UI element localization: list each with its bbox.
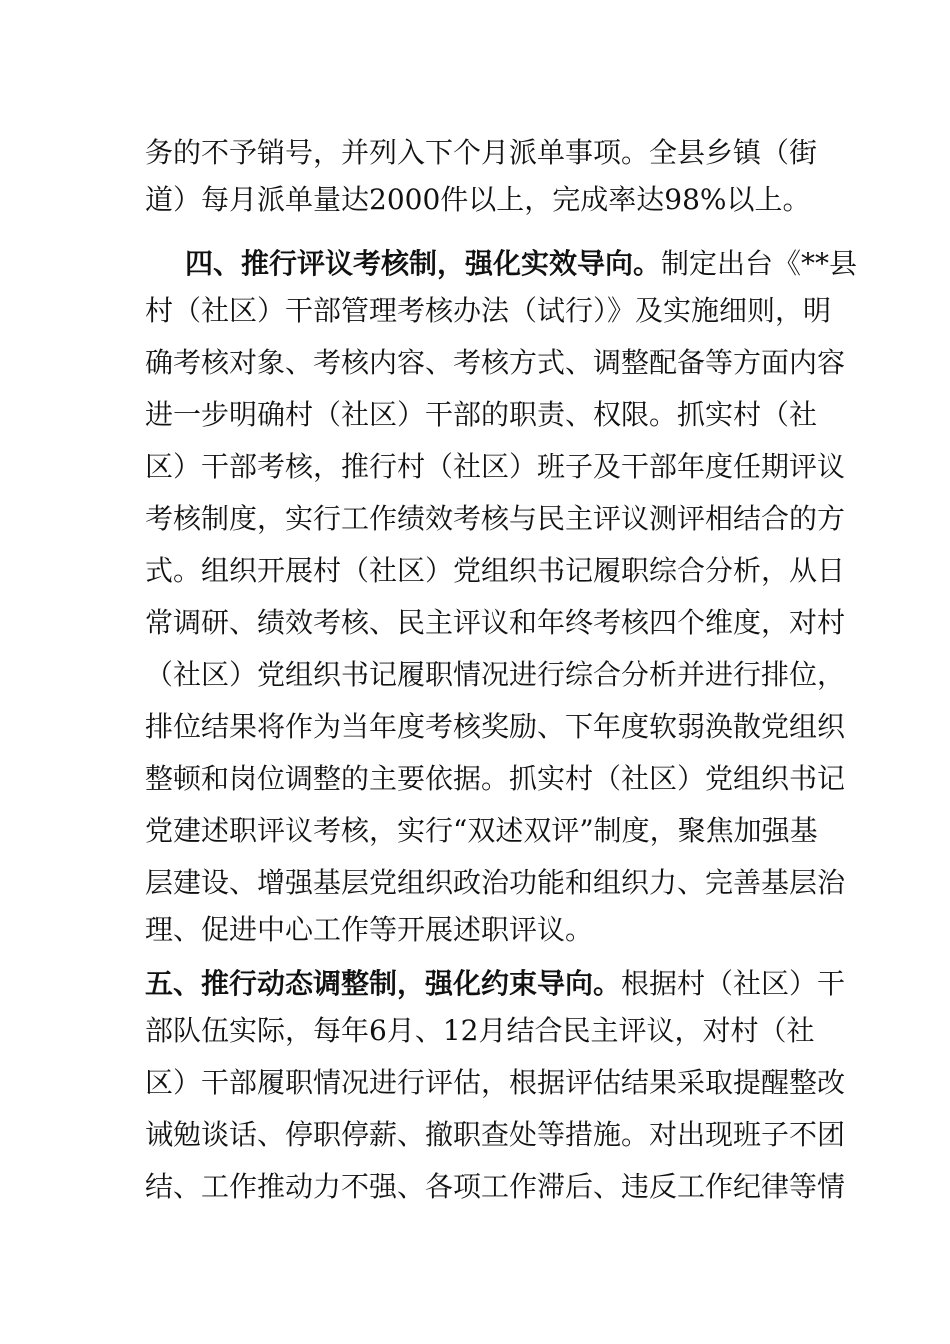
text-line: 整顿和岗位调整的主要依据。抓实村（社区）党组织书记 xyxy=(145,762,846,795)
text-run: 制定出台《**县 xyxy=(661,247,858,280)
text-line: （社区）党组织书记履职情况进行综合分析并进行排位， xyxy=(145,658,846,691)
text-line: 排位结果将作为当年度考核奖励、下年度软弱涣散党组织 xyxy=(145,710,846,743)
text-line: 部队伍实际，每年6月、12月结合民主评议，对村（社 xyxy=(145,1014,815,1047)
section-heading: 四、推行评议考核制，强化实效导向。 xyxy=(185,247,662,280)
text-line: 层建设、增强基层党组织政治功能和组织力、完善基层治 xyxy=(145,866,846,899)
text-line: 党建述职评议考核，实行“双述双评”制度，聚焦加强基 xyxy=(145,814,818,847)
section-heading: 五、推行动态调整制，强化约束导向。 xyxy=(145,967,622,1000)
text-line: 村（社区）干部管理考核办法（试行）》及实施细则，明 xyxy=(145,294,832,327)
text-line: 进一步明确村（社区）干部的职责、权限。抓实村（社 xyxy=(145,398,818,431)
text-line: 确考核对象、考核内容、考核方式、调整配备等方面内容 xyxy=(145,346,846,379)
section-heading-line xyxy=(145,964,846,1004)
text-line: 结、工作推动力不强、各项工作滞后、违反工作纪律等情 xyxy=(145,1170,846,1203)
text-line: 务的不予销号，并列入下个月派单事项。全县乡镇（街 xyxy=(145,136,818,169)
text-line: 式。组织开展村（社区）党组织书记履职综合分析，从日 xyxy=(145,554,846,587)
text-line: 道）每月派单量达2000件以上，完成率达98%以上。 xyxy=(145,183,811,216)
text-line: 常调研、绩效考核、民主评议和年终考核四个维度，对村 xyxy=(145,606,846,639)
text-line: 区）干部考核，推行村（社区）班子及干部年度任期评议 xyxy=(145,450,846,483)
text-line: 考核制度，实行工作绩效考核与民主评议测评相结合的方 xyxy=(145,502,846,535)
text-line: 诫勉谈话、停职停薪、撤职查处等措施。对出现班子不团 xyxy=(145,1118,846,1151)
text-line: 区）干部履职情况进行评估，根据评估结果采取提醒整改 xyxy=(145,1066,846,1099)
text-run: 根据村（社区）干 xyxy=(621,967,846,1000)
section-heading-line xyxy=(185,244,858,284)
text-line: 理、促进中心工作等开展述职评议。 xyxy=(145,913,594,946)
